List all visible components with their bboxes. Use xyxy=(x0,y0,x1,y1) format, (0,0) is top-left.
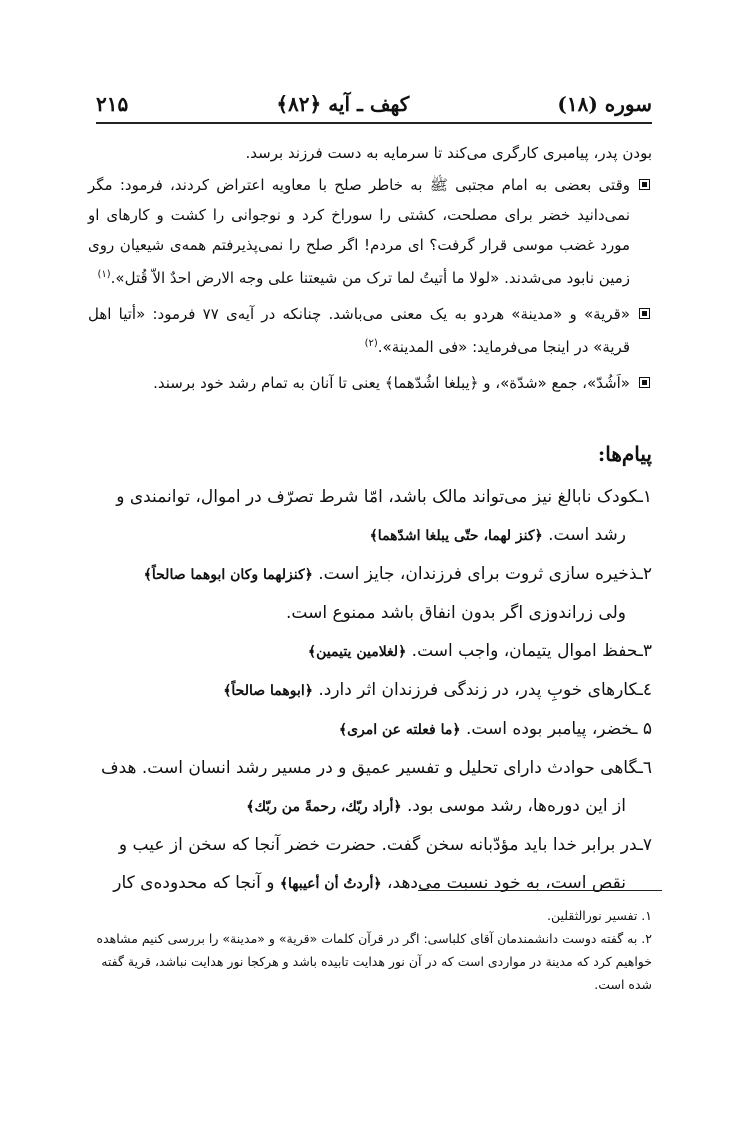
message-item xyxy=(90,671,652,710)
message-item xyxy=(90,632,652,671)
footnotes xyxy=(88,904,652,996)
note-text: «قریة» و «مدینة» هردو به یک معنی می‌باشد. چنانکه در آیه‌ی ۷۷ فرمود: «أتیا اهل قریة» در اینجا می‌فرماید: «فی المدینة». xyxy=(88,305,630,356)
chapter-verse-title: کهف ـ آیه ﴿۸۲﴾ xyxy=(276,92,410,116)
message-text: ذخیره سازی ثروت برای فرزندان، جایز است. xyxy=(312,564,638,584)
message-tail-text: و آنجا که محدوده‌ی کار xyxy=(113,873,280,893)
quran-quote: ﴿کنز لهما، حتّی یبلغا اشدّهما﴾ xyxy=(369,528,543,544)
message-number: ۷ـ xyxy=(637,835,652,855)
message-number: ۲ـ xyxy=(637,564,652,584)
message-text: گاهی حوادث دارای تحلیل و تفسیر عمیق و در مسیر رشد انسان است. هدف xyxy=(100,758,638,778)
message-continuation: ولی زراندوزی اگر بدون انفاق باشد ممنوع است. xyxy=(285,603,626,623)
message-item xyxy=(90,555,652,632)
message-number: ٦ـ xyxy=(637,758,652,778)
surah-label: سوره (۱۸) xyxy=(557,92,652,116)
quran-quote: ﴿ابوهما صالحاً﴾ xyxy=(223,683,313,699)
message-continuation xyxy=(90,516,652,555)
message-text: کارهای خوبِ پدر، در زندگی فرزندان اثر دارد. xyxy=(312,680,638,700)
square-bullet-icon xyxy=(639,377,650,388)
quran-quote: ﴿أردتُ أن أعیبها﴾ xyxy=(279,876,382,892)
message-item xyxy=(90,710,652,749)
footnote-ref: (۲) xyxy=(364,338,378,349)
message-number: ۳ـ xyxy=(637,641,652,661)
message-continuation xyxy=(90,787,652,826)
footnote-1: ۱. تفسیر نورالثقلین. xyxy=(546,908,652,923)
note-bullet xyxy=(88,299,652,362)
quran-quote: ﴿ما فعلته عن امری﴾ xyxy=(338,722,461,738)
message-text: در برابر خدا باید مؤدّبانه سخن گفت. حضرت خضر آنجا که سخن از عیب و xyxy=(118,835,638,855)
footnote-ref: (۱) xyxy=(97,269,111,280)
message-number: ٤ـ xyxy=(637,680,652,700)
footnote-divider xyxy=(418,890,662,891)
note-text: وقتی بعضی به امام مجتبی ﷺ به خاطر صلح با معاویه اعتراض کردند، فرمود: مگر نمی‌دانید خضر برای مصلحت، کشتی را سوراخ کرد و نوجوانی را کشت و کارهای او مورد غضب موسی قرار گرفت؟ ای مردم! اگر صلح را نمی‌پذیرفتم همه‌ی شیعیان روی زمین نابود می‌شدند. «لولا ما أتیتُ لما ترک من شیعتنا علی وجه الارض احدٌ الاّ قُتل». xyxy=(88,176,630,287)
quran-quote: ﴿کنزلهما وکان ابوهما صالحاً﴾ xyxy=(143,567,313,583)
message-text: کودک نابالغ نیز می‌تواند مالک باشد، امّا شرط تصرّف در اموال، توانمندی و xyxy=(116,487,638,507)
note-text: «اَشُدّ»، جمع «شدّة»، و ﴿یبلغا اشُدّهما﴾ یعنی تا آنان به تمام رشد خود برسند. xyxy=(153,374,630,392)
page-header xyxy=(96,84,652,124)
intro-notes xyxy=(88,138,652,404)
quran-quote: ﴿لغلامین یتیمین﴾ xyxy=(307,644,407,660)
message-cont-text: از این دوره‌ها، رشد موسی بود. xyxy=(401,796,626,816)
message-cont-text: نقص است، به خود نسبت می‌دهد، xyxy=(381,873,626,893)
messages-list xyxy=(90,478,652,903)
messages-heading: پیام‌ها: xyxy=(597,442,652,466)
message-text: حفظ اموال یتیمان، واجب است. xyxy=(406,641,638,661)
message-cont-text: رشد است. xyxy=(542,525,626,545)
message-number: ۱ـ xyxy=(637,487,652,507)
footnote-2: ۲. به گفته دوست دانشمندمان آقای کلباسی: اگر در قرآن کلمات «قریة» و «مدینة» را بررسی کنیم مشاهده خواهیم کرد که مدینة در مواردی است که در آن نور هدایت تابیده باشد و هرکجا نور هدایت نباشد، قریة گفته شده است. xyxy=(96,931,652,992)
message-item xyxy=(90,826,652,903)
message-text: خضر، پیامبر بوده است. xyxy=(460,719,633,739)
message-item xyxy=(90,478,652,555)
message-number: ۵ ـ xyxy=(632,719,652,739)
square-bullet-icon xyxy=(639,308,650,319)
note-bullet xyxy=(88,368,652,398)
intro-lead: بودن پدر، پیامبری کارگری می‌کند تا سرمایه به دست فرزند برسد. xyxy=(245,144,652,162)
message-continuation xyxy=(90,864,652,903)
message-item xyxy=(90,749,652,826)
page-number: ۲۱۵ xyxy=(96,92,129,116)
square-bullet-icon xyxy=(639,179,650,190)
quran-quote: ﴿أراد ربّك، رحمةً من ربّك﴾ xyxy=(246,799,402,815)
note-bullet xyxy=(88,170,652,293)
